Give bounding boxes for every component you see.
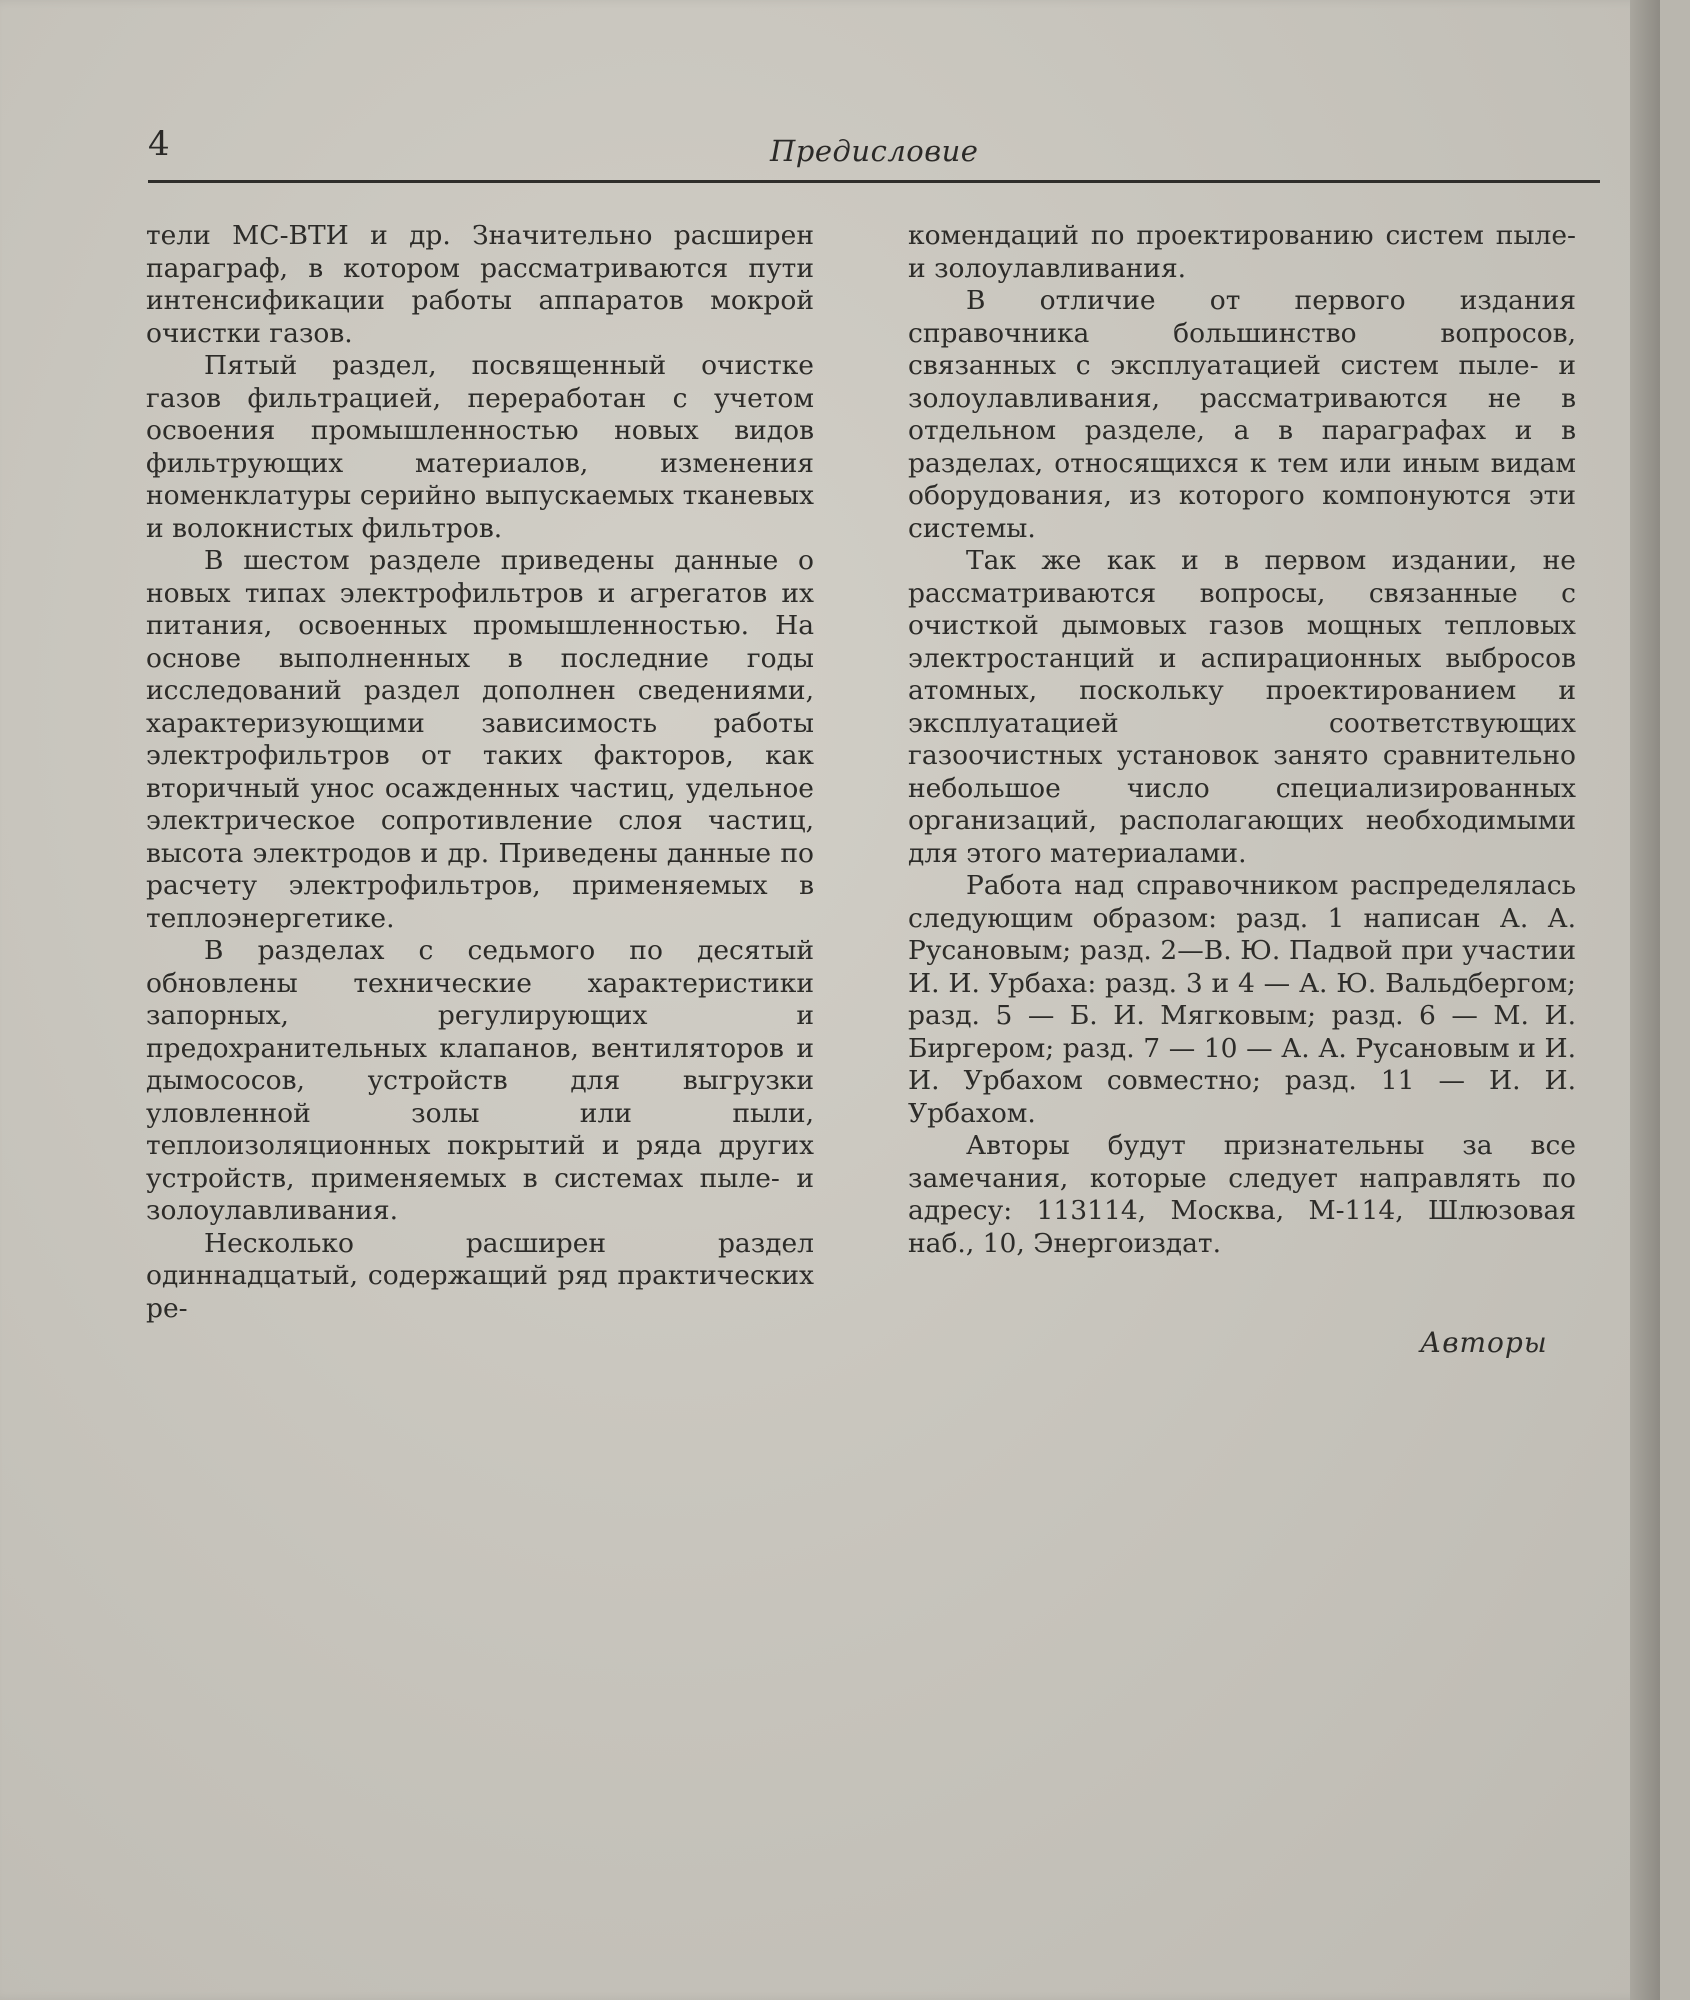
paragraph: Авторы будут признательны за все замечания, которые следует направлять по адресу: 113114, Москва, М-114, Шлюзовая наб., 10, Энергоиздат.: [908, 1130, 1576, 1259]
page-number: 4: [148, 124, 170, 164]
header-rule: [148, 180, 1600, 183]
authors-signature: Авторы: [1420, 1326, 1548, 1359]
running-title: Предисловие: [770, 134, 979, 168]
paragraph: Пятый раздел, посвященный очистке газов фильтрацией, переработан с учетом освоения промышленностью новых видов фильтрующих материалов, изменения номенклатуры серийно выпускаемых тканевых и волокнистых фильтров.: [146, 350, 814, 544]
paragraph: Несколько расширен раздел одиннадцатый, содержащий ряд практических ре-: [146, 1227, 814, 1324]
paragraph: Так же как и в первом издании, не рассматриваются вопросы, связанные с очисткой дымовых газов мощных тепловых электростанций и аспирационных выбросов атомных, поскольку проектированием и эксплуатацией соответствующих газоочистных установок занято сравнительно небольшое число специализированных организаций, располагающих необходимыми для этого материалами.: [908, 545, 1576, 869]
paragraph: комендаций по проектированию систем пыле- и золоулавливания.: [908, 220, 1576, 284]
right-text-column: [908, 220, 1576, 1260]
paragraph: В отличие от первого издания справочника большинство вопросов, связанных с эксплуатацией систем пыле- и золоулавливания, рассматриваются не в отдельном разделе, а в параграфах и в разделах, относящихся к тем или иным видам оборудования, из которого компонуются эти системы.: [908, 285, 1576, 544]
paragraph: Работа над справочником распределялась следующим образом: разд. 1 написан А. А. Русановым; разд. 2—В. Ю. Падвой при участии И. И. Урбаха: разд. 3 и 4 — А. Ю. Вальдбергом; разд. 5 — Б. И. Мягковым; разд. 6 — М. И. Биргером; разд. 7 — 10 — А. А. Русановым и И. И. Урбахом совместно; разд. 11 — И. И. Урбахом.: [908, 870, 1576, 1129]
paragraph: В шестом разделе приведены данные о новых типах электрофильтров и агрегатов их питания, освоенных промышленностью. На основе выполненных в последние годы исследований раздел дополнен сведениями, характеризующими зависимость работы электрофильтров от таких факторов, как вторичный унос осажденных частиц, удельное электрическое сопротивление слоя частиц, высота электродов и др. Приведены данные по расчету электрофильтров, применяемых в теплоэнергетике.: [146, 545, 814, 934]
left-text-column: [146, 220, 814, 1325]
paragraph: В разделах с седьмого по десятый обновлены технические характеристики запорных, регулирующих и предохранительных клапанов, вентиляторов и дымососов, устройств для выгрузки уловленной золы или пыли, теплоизоляционных покрытий и ряда других устройств, применяемых в системах пыле- и золоулавливания.: [146, 935, 814, 1226]
page-header: [148, 120, 1600, 180]
page-edge-shadow: [1630, 0, 1660, 2000]
paragraph: тели МС-ВТИ и др. Значительно расширен параграф, в котором рассматриваются пути интенсификации работы аппаратов мокрой очистки газов.: [146, 220, 814, 349]
